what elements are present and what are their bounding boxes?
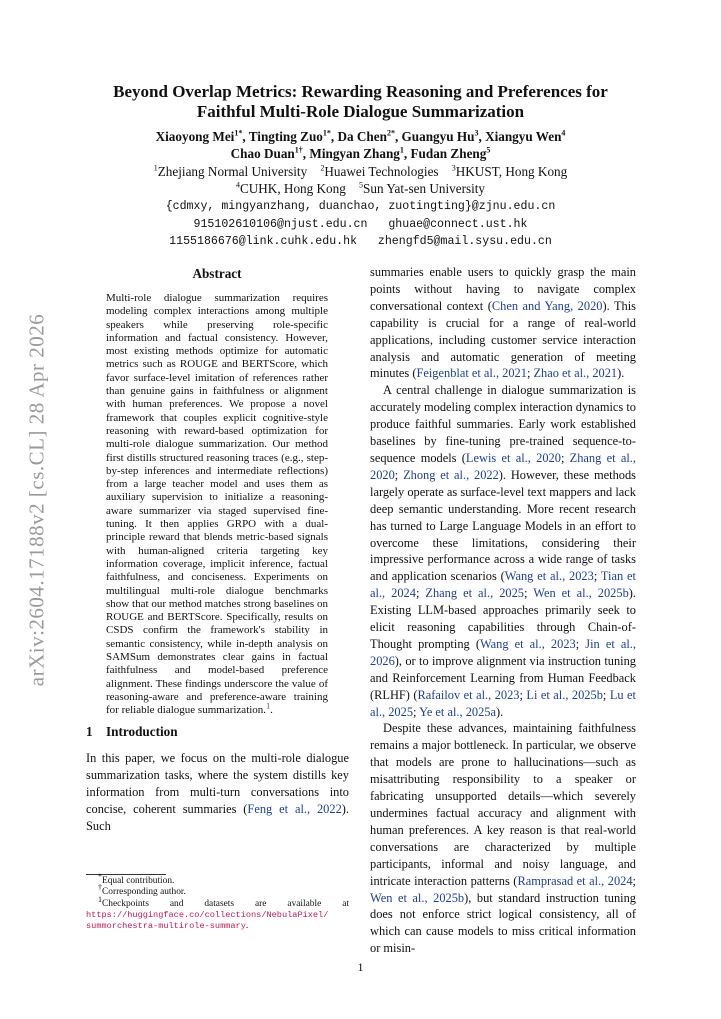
body-text: Despite these advances, maintaining faithfulness remains a major bottleneck. In particular, we observe that models are prone to hallucinations—such as misattributing responsibility to a speaker or fabricating unsupported details—which severely undermines factual accuracy and alignment with human preferences. A key reason is that real-world conversations are characterized by multiple participants, informal and noisy language, and intricate interaction patterns (: [370, 721, 636, 888]
citation-link[interactable]: Lu et al., 2025: [370, 687, 636, 719]
author-mark: 5: [486, 145, 491, 155]
footnote-mark: *: [98, 871, 102, 881]
footnote-url: [86, 910, 349, 921]
author-name: Guangyu Hu: [401, 129, 475, 144]
body-text: ;: [526, 366, 534, 381]
title-line-1: Beyond Overlap Metrics: Rewarding Reasoning and Preferences for: [113, 82, 608, 101]
body-text: ;: [519, 687, 527, 702]
arxiv-identifier-text: arXiv:2604.17188v2 [cs.CL] 28 Apr 2026: [24, 313, 49, 687]
affiliation: CUHK, Hong Kong: [239, 180, 346, 196]
abstract-text: Multi-role dialogue summarization requires modeling complex interactions among multiple speakers while preserving role-specific information and factual consistency. However, most existing methods optimize for automatic metrics such as ROUGE and BERTScore, which favor surface-level imitation of references rather than genuine gains in faithfulness or alignment with human preferences. We propose a novel framework that couples explicit cognitive-style reasoning with reward-based optimization for multi-role dialogue summarization. Our method first distills structured reasoning traces (e.g., step-by-step inferences and intermediate reflections) from a large teacher model and uses them as auxiliary supervision to initialize a reasoning-aware summarizer via staged supervised fine-tuning. It then applies GRPO with a dual-principle reward that blends metric-based signals with human-aligned criteria targeting key information coverage, implicit inference, factual faithfulness, and conciseness. Experiments on multilingual multi-role dialogue benchmarks show that our method matches strong baselines on ROUGE and BERTScore. Specifically, results on CSDS confirm the framework's stability in semantic consistency, while in-depth analysis on SAMSum demonstrates clear gains in factual faithfulness and model-based preference alignment. These findings underscore the value of reasoning-aware and preference-aware training for reliable dialogue summarization.: [106, 292, 328, 717]
paragraph: [370, 264, 636, 382]
body-text: ;: [575, 636, 586, 651]
paragraph: [370, 382, 636, 720]
author-mark: 1*: [234, 128, 243, 138]
author-mark: 4: [561, 128, 566, 138]
citation-link[interactable]: Ramprasad et al., 2024: [517, 873, 633, 888]
body-text: ;: [593, 569, 601, 584]
body-text: ).: [617, 366, 625, 381]
body-text: ;: [415, 586, 426, 601]
citation-link[interactable]: Li et al., 2025b: [526, 687, 603, 702]
citation-link[interactable]: Chen and Yang, 2020: [491, 298, 603, 313]
body-text: ;: [524, 586, 534, 601]
arxiv-identifier: [22, 300, 52, 700]
page-number: 1: [357, 960, 364, 974]
abstract-heading: Abstract: [192, 266, 242, 281]
author-mark: 1*: [322, 128, 331, 138]
email-line: {cdmxy, mingyanzhang, duanchao, zuotingting}@zjnu.edu.cn: [165, 200, 556, 213]
footnote-text: Checkpoints and datasets are available at: [102, 898, 349, 909]
author-name: Xiaoyong Mei: [155, 129, 235, 144]
footnote: [86, 894, 349, 910]
citation-link[interactable]: Wang et al., 2023: [504, 569, 594, 584]
author-name: Mingyan Zhang: [309, 146, 400, 161]
affiliation-mark: 4: [235, 180, 240, 190]
intro-paragraph: [86, 750, 349, 835]
affiliation-mark: 5: [359, 180, 364, 190]
right-column: [370, 264, 636, 957]
footnote-text: .: [245, 921, 249, 932]
section-heading: [86, 724, 178, 740]
body-text: summaries enable users to quickly grasp the main points without having to navigate complex conversational context (: [370, 265, 636, 313]
author-emails: [0, 198, 721, 251]
body-text: ;: [560, 450, 570, 465]
footnotes: [86, 871, 349, 932]
paragraph: [370, 720, 636, 957]
author-name: Da Chen: [337, 129, 387, 144]
body-text: ). However, these methods largely operate as surface-level text mappers and lack deep semantic understanding. More recent research has turned to Large Language Models in an effort to overcome these limitations, considering their impressive performance across a wide range of tasks and application scenarios (: [370, 467, 636, 584]
body-text: ). This capability is crucial for a range of real-world applications, including customer service interaction analysis and automatic generation of meeting minutes (: [370, 298, 637, 381]
author-mark: 2*: [386, 128, 395, 138]
intro-text: ). Such: [86, 802, 349, 833]
citation-link[interactable]: Wang et al., 2023: [479, 636, 576, 651]
citation-link[interactable]: Zhang et al., 2025: [425, 586, 524, 601]
author-mark: 1: [399, 145, 404, 155]
citation-link[interactable]: Wen et al., 2025b: [370, 890, 465, 905]
body-text: ), but standard instruction tuning does not enforce strict logical consistency, all of which can cause models to miss critical information or misin-: [370, 890, 637, 956]
footnote-mark: 1: [98, 894, 102, 904]
dataset-link[interactable]: https://huggingface.co/collections/NebulaPixel/: [86, 909, 329, 920]
affiliation-mark: 3: [451, 163, 456, 173]
footnote-text: Corresponding author.: [102, 887, 186, 898]
author-name: Tingting Zuo: [248, 129, 323, 144]
affiliation: Huawei Technologies: [324, 164, 439, 179]
affiliation: Sun Yat-sen University: [363, 180, 486, 196]
footnote-link[interactable]: 1: [266, 701, 271, 711]
author-name: Xiangyu Wen: [485, 129, 562, 144]
citation-link[interactable]: Zhong et al., 2022: [403, 467, 499, 482]
footnote: [86, 871, 349, 887]
dataset-link[interactable]: summorchestra-multirole-summary: [86, 921, 246, 932]
body-text: ), or to improve alignment via instruction tuning and Reinforcement Learning from Human Feedback (RLHF) (: [370, 653, 636, 702]
email-line: 915102610106@njust.edu.cn ghuae@connect.ust.hk: [193, 217, 528, 231]
citation-link[interactable]: Tian et al., 2024: [370, 569, 636, 601]
affiliation: HKUST, Hong Kong: [455, 164, 568, 179]
footnote-url: [86, 921, 349, 932]
citation-link[interactable]: Jin et al., 2026: [370, 636, 637, 668]
abstract-body: Multi-role dialogue summarization requires modeling complex interactions among multiple speakers while preserving role-specific information and factual consistency. However, most existing methods optimize for automatic metrics such as ROUGE and BERTScore, which favor surface-level imitation of references rather than genuine gains in faithfulness or alignment with human preferences. We propose a novel framework that couples explicit cognitive-style reasoning with reward-based optimization for multi-role dialogue summarization. Our method first distills structured reasoning traces (e.g., step-by-step inferences and intermediate reflections) from a large teacher model and uses them as auxiliary supervision to initialize a reasoning-aware summarizer via staged supervised fine-tuning. It then applies GRPO with a dual-principle reward that blends metric-based signals with human-aligned criteria targeting key information coverage, implicit inference, factual faithfulness, and conciseness. Experiments on multilingual multi-role dialogue benchmarks show that our method matches strong baselines on ROUGE and BERTScore. Specifically, results on CSDS confirm the framework's stability in semantic consistency, while in-depth analysis on SAMSum demonstrates clear gains in factual faithfulness and model-based preference alignment. These findings underscore the value of reasoning-aware and preference-aware training for reliable dialogue summarization.$^1$.: [106, 292, 328, 717]
citation-link[interactable]: Feng et al., 2022: [247, 802, 342, 816]
author-list: Xiaoyong Mei$^{1*}$, Tingting Zuo$^{1*}$, Da Chen$^{2*}$, Guangyu Hu$^3$, Xiangyu Wen$^4$ Chao Duan$^{1\dagger}$, Mingyan Zhang$^1$, Fudan Zheng$^5$: [155, 128, 566, 161]
email-line: 1155186676@link.cuhk.edu.hk zhengfd5@mail.sysu.edu.cn: [169, 235, 552, 248]
author-mark: 1†: [294, 145, 303, 155]
citation-link[interactable]: Zhang et al., 2020: [370, 450, 636, 482]
citation-link[interactable]: Zhao et al., 2021: [533, 366, 618, 381]
body-text: A central challenge in dialogue summarization is accurately modeling complex interaction dynamics to produce faithful summaries. Early work established baselines by fine-tuning pre-trained sequence-to-sequence models (: [370, 383, 636, 465]
affiliation-mark: 2: [320, 163, 325, 173]
title-line-2: Faithful Multi-Role Dialogue Summarization: [196, 102, 525, 121]
citation-link[interactable]: Ye et al., 2025a: [419, 704, 496, 719]
author-name: Chao Duan: [230, 146, 295, 161]
author-mark: 3: [474, 128, 479, 138]
citation-link[interactable]: Rafailov et al., 2023: [417, 687, 520, 702]
body-text: ;: [602, 687, 610, 702]
paper-title: [0, 82, 721, 122]
author-name: Fudan Zheng: [410, 146, 487, 161]
citation-link[interactable]: Wen et al., 2025b: [533, 586, 629, 601]
section-title: Introduction: [106, 724, 178, 739]
body-text: ;: [632, 873, 636, 888]
affiliation-mark: 1: [153, 163, 158, 173]
footnote: [86, 883, 349, 898]
affiliations: [0, 164, 721, 197]
affiliation: Zhejiang Normal University: [157, 164, 308, 179]
body-text: ;: [394, 467, 404, 482]
intro-text: In this paper, we focus on the multi-role dialogue summarization tasks, where the system distills key information from multi-turn conversations into concise, coherent summaries (: [86, 751, 349, 816]
footnote-text: Equal contribution.: [102, 876, 175, 886]
citation-link[interactable]: Lewis et al., 2020: [465, 450, 561, 465]
body-text: ). Existing LLM-based approaches primarily seek to elicit reasoning capabilities through Chain-of-Thought prompting (: [370, 586, 636, 651]
citation-link[interactable]: Feigenblat et al., 2021: [416, 366, 527, 381]
body-text: ;: [413, 704, 420, 719]
body-text: ).: [496, 704, 504, 719]
section-number: 1: [86, 724, 93, 739]
footnote-mark: †: [98, 883, 102, 893]
